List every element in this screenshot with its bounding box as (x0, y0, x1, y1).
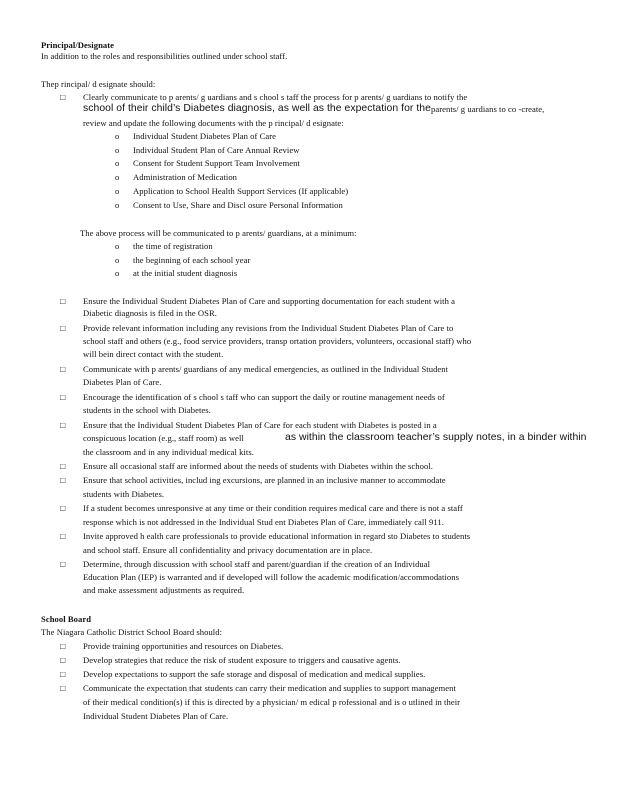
timing-item: at the initial student diagnosis (133, 268, 238, 278)
bullet-text: and school staff. Ensure all confidentiality and privacy documentation are in place. (83, 545, 373, 555)
bullet-text: Education Plan (IEP) is warranted and if developed will follow the academic modification/accommodations (83, 572, 459, 582)
bullet-text: Ensure that school activities, includ ing excursions, are planned in an inclusive manner to accommodate (83, 475, 446, 485)
board-item: Provide training opportunities and resources on Diabetes. (83, 641, 284, 651)
sub-bullet-circle-icon: o (115, 200, 120, 210)
board-item: Communicate the expectation that students can carry their medication and supplies to support management (83, 683, 456, 693)
bullet-text: the classroom and in any individual medical kits. (83, 447, 254, 457)
document-item: Consent for Student Support Team Involvement (133, 158, 300, 168)
bullet-text: Clearly communicate to p arents/ g uardians and s chool s taff the process for p arents/ g uardians to notify the (83, 92, 468, 102)
document-item: Consent to Use, Share and Discl osure Personal Information (133, 200, 343, 210)
board-item: Individual Student Diabetes Plan of Care. (83, 711, 229, 721)
board-item: Develop strategies that reduce the risk of student exposure to triggers and causative agents. (83, 655, 401, 665)
board-item: Develop expectations to support the safe storage and disposal of medication and medical supplies. (83, 669, 426, 679)
timing-item: the beginning of each school year (133, 255, 251, 265)
bullet-text: and make assessment adjustments as required. (83, 585, 245, 595)
bullet-text: school staff and others (e.g., food service providers, transp ortation providers, volunteers, occasional staff) who (83, 336, 472, 346)
bullet-text: will bein direct contact with the student. (83, 349, 224, 359)
sub-bullet-circle-icon: o (115, 131, 120, 141)
document-item: Application to School Health Support Services (If applicable) (133, 186, 349, 196)
bullet-text: Ensure the Individual Student Diabetes Plan of Care and supporting documentation for each student with a (83, 296, 456, 306)
bullet-square-icon: □ (60, 559, 66, 569)
bullet-square-icon: □ (60, 296, 66, 306)
bullet-text: Ensure that the Individual Student Diabetes Plan of Care for each student with Diabetes is posted in a (83, 420, 437, 430)
sub-bullet-circle-icon: o (115, 158, 120, 168)
lead-sentence: Thep rincipal/ d esignate should: (41, 79, 156, 89)
bullet-square-icon: □ (60, 364, 66, 374)
bullet-square-icon: □ (60, 392, 66, 402)
sub-bullet-circle-icon: o (115, 255, 120, 265)
document-item: Individual Student Diabetes Plan of Care (133, 131, 277, 141)
sub-bullet-circle-icon: o (115, 268, 120, 278)
bullet-square-icon: □ (60, 531, 66, 541)
bullet-square-icon: □ (60, 655, 66, 665)
timing-item: the time of registration (133, 241, 213, 251)
board-item: of their medical condition(s) if this is directed by a physician/ m edical p rofessional and is o utlined in their (83, 697, 461, 707)
bullet-text: If a student becomes unresponsive at any time or their condition requires medical care and there is not a staff (83, 503, 463, 513)
bullet-square-icon: □ (60, 92, 66, 102)
bullet-text: Diabetic diagnosis is filed in the OSR. (83, 308, 217, 318)
bullet-text: response which is not addressed in the Individual Stud ent Diabetes Plan of Care, immediately call 911. (83, 517, 444, 527)
document-item: Administration of Medication (133, 172, 238, 182)
sub-bullet-circle-icon: o (115, 172, 120, 182)
bullet-text: students with Diabetes. (83, 489, 165, 499)
bullet-square-icon: □ (60, 683, 66, 693)
process-sentence: The above process will be communicated to p arents/ guardians, at a minimum: (80, 228, 357, 238)
bullet-text: review and update the following documents with the p rincipal/ d esignate: (83, 118, 344, 128)
bullet-square-icon: □ (60, 420, 66, 430)
bullet-square-icon: □ (60, 669, 66, 679)
bullet-text: Diabetes Plan of Care. (83, 377, 162, 387)
sub-bullet-circle-icon: o (115, 145, 120, 155)
bullet-square-icon: □ (60, 461, 66, 471)
sub-bullet-circle-icon: o (115, 186, 120, 196)
section-heading-board: School Board (41, 614, 92, 624)
bullet-text: as within the classroom teacher’s supply notes, in a binder within (285, 432, 587, 443)
bullet-text: students in the school with Diabetes. (83, 405, 211, 415)
sub-bullet-circle-icon: o (115, 241, 120, 251)
bullet-text: parents/ g uardians to co -create, (431, 104, 545, 114)
bullet-text: Determine, through discussion with school staff and parent/guardian if the creation of an Individual (83, 559, 431, 569)
document-item: Individual Student Plan of Care Annual Review (133, 145, 300, 155)
bullet-text: Invite approved h ealth care professionals to provide educational information in regard sto Diabetes to students (83, 531, 471, 541)
bullet-text: Ensure all occasional staff are informed about the needs of students with Diabetes within the school. (83, 461, 433, 471)
bullet-square-icon: □ (60, 641, 66, 651)
bullet-square-icon: □ (60, 323, 66, 333)
bullet-text: school of their child’s Diabetes diagnosis, as well as the expectation for the (83, 103, 431, 114)
bullet-text: conspicuous location (e.g., staff room) as well (83, 433, 244, 443)
section-heading-principal: Principal/Designate (41, 40, 115, 50)
bullet-square-icon: □ (60, 503, 66, 513)
bullet-text: Encourage the identification of s chool s taff who can support the daily or routine management needs of (83, 392, 445, 402)
bullet-text: Communicate with p arents/ guardians of any medical emergencies, as outlined in the Individual Student (83, 364, 449, 374)
bullet-square-icon: □ (60, 475, 66, 485)
intro-paragraph: In addition to the roles and responsibilities outlined under school staff. (41, 51, 288, 61)
board-lead-sentence: The Niagara Catholic District School Board should: (41, 627, 223, 637)
bullet-text: Provide relevant information including any revisions from the Individual Student Diabetes Plan of Care to (83, 323, 454, 333)
